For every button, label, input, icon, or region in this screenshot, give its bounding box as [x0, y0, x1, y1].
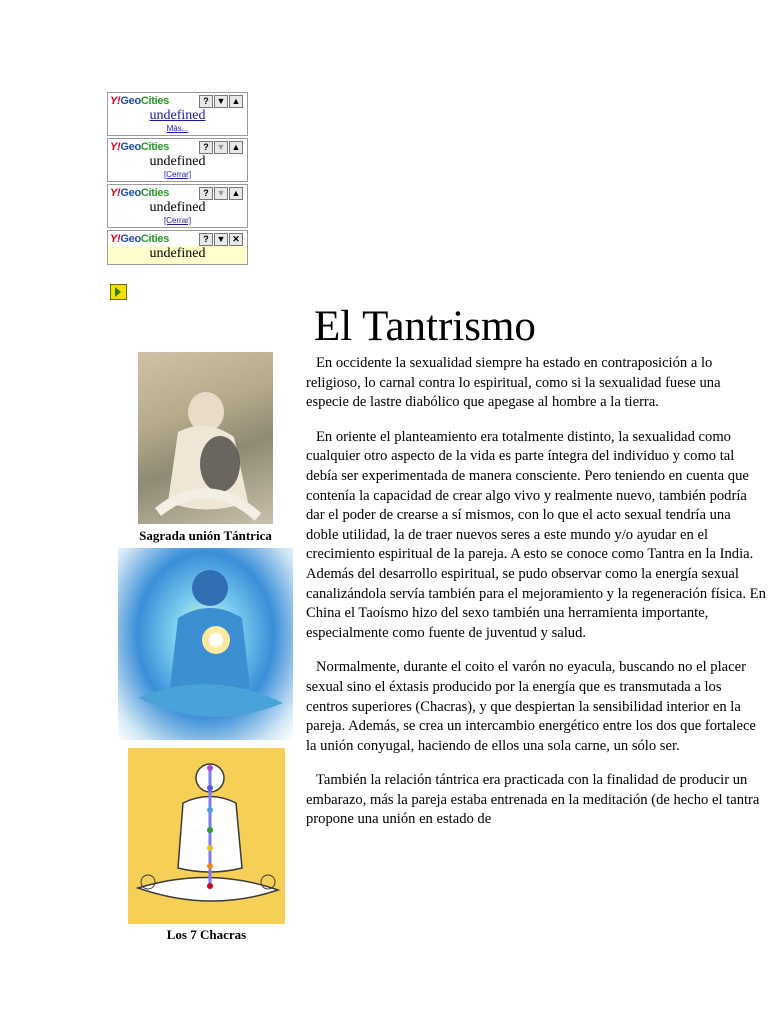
collapse-button[interactable]: ▼ — [214, 141, 228, 154]
widget-title: undefined — [149, 154, 206, 169]
geocities-widget — [107, 138, 248, 182]
close-button[interactable]: ✕ — [229, 233, 243, 246]
play-arrow-icon[interactable] — [110, 284, 127, 300]
paragraph: Normalmente, durante el coito el varón no eyacula, buscando no el placer sexual sino el éxtasis producido por la energía que es transmutada a los centros superiores (Chacras), y que despiertan la sensibilidad interior en la pareja. Además, se crea un intercambio energético entre los dos que fortalece la unión conyugal, haciendo de ellos una sola carne, un sólo ser. — [306, 659, 756, 754]
widget-title: undefined — [149, 200, 206, 215]
paragraph: En oriente el planteamiento era totalmente distinto, la sexualidad como cualquier otro aspecto de la vida es parte íntegra del individuo y como tal debía ser experimentada de manera consciente. Pero teniendo en cuenta que contenía la capacidad de crear algo vivo y realmente nuevo, también podría dar el poder de crearse a sí mismos, con lo que el acto sexual tendría una doble utilidad, la de traer nuevos seres a este mundo y/o ayudar en el crecimiento espiritual de la pareja. A esto se conoce como Tantra en la India. Además del desarrollo espiritual, se pudo observar como la energía sexual canalizándola servía también para el mejoramiento y la regeneración física. En China el Taoísmo hizo del sexo también una herramienta importante, especialmente como fuente de juventud y salud. — [306, 428, 766, 641]
yahoo-geocities-logo: Y!GeoCities — [110, 140, 170, 153]
tantric-union-image — [138, 352, 273, 524]
expand-button[interactable]: ▲ — [229, 95, 243, 108]
collapse-button[interactable]: ▼ — [214, 95, 228, 108]
widget-title: undefined — [149, 246, 206, 261]
widget-header — [108, 93, 247, 108]
widget-header — [108, 185, 247, 200]
help-button[interactable]: ? — [199, 187, 213, 200]
image-caption: Sagrada unión Tántrica — [139, 528, 272, 543]
geocities-widget — [107, 184, 248, 228]
widget-title-link[interactable]: undefined — [149, 108, 206, 123]
geocities-widget — [107, 230, 248, 265]
help-button[interactable]: ? — [199, 95, 213, 108]
help-button[interactable]: ? — [199, 233, 213, 246]
yahoo-geocities-logo: Y!GeoCities — [110, 94, 170, 107]
geocities-widget — [107, 92, 248, 136]
collapse-button[interactable]: ▼ — [214, 233, 228, 246]
collapse-button[interactable]: ▼ — [214, 187, 228, 200]
yahoo-geocities-logo: Y!GeoCities — [110, 186, 170, 199]
close-link[interactable]: [Cerrar] — [163, 216, 192, 225]
page-title: El Tantrismo — [314, 303, 536, 350]
paragraph: En occidente la sexualidad siempre ha estado en contraposición a lo religioso, lo carnal contra lo espiritual, como si la sexualidad fuese una especie de lastre diabólico que apegase al hombre a la tierra. — [306, 355, 721, 411]
more-link[interactable]: Más... — [166, 124, 189, 133]
geocities-widget-stack — [107, 92, 248, 267]
widget-header — [108, 139, 247, 154]
meditation-aura-image — [118, 548, 293, 740]
expand-button[interactable]: ▲ — [229, 141, 243, 154]
expand-button[interactable]: ▲ — [229, 187, 243, 200]
widget-header — [108, 231, 247, 246]
image-caption: Los 7 Chacras — [166, 927, 247, 942]
paragraph: También la relación tántrica era practicada con la finalidad de producir un embarazo, más la pareja estaba entrenada en la meditación (de hecho el tantra propone una unión en estado de — [306, 772, 760, 828]
yahoo-geocities-logo: Y!GeoCities — [110, 232, 170, 245]
help-button[interactable]: ? — [199, 141, 213, 154]
article-body — [306, 354, 766, 845]
seven-chakras-image — [128, 748, 285, 924]
close-link[interactable]: [Cerrar] — [163, 170, 192, 179]
